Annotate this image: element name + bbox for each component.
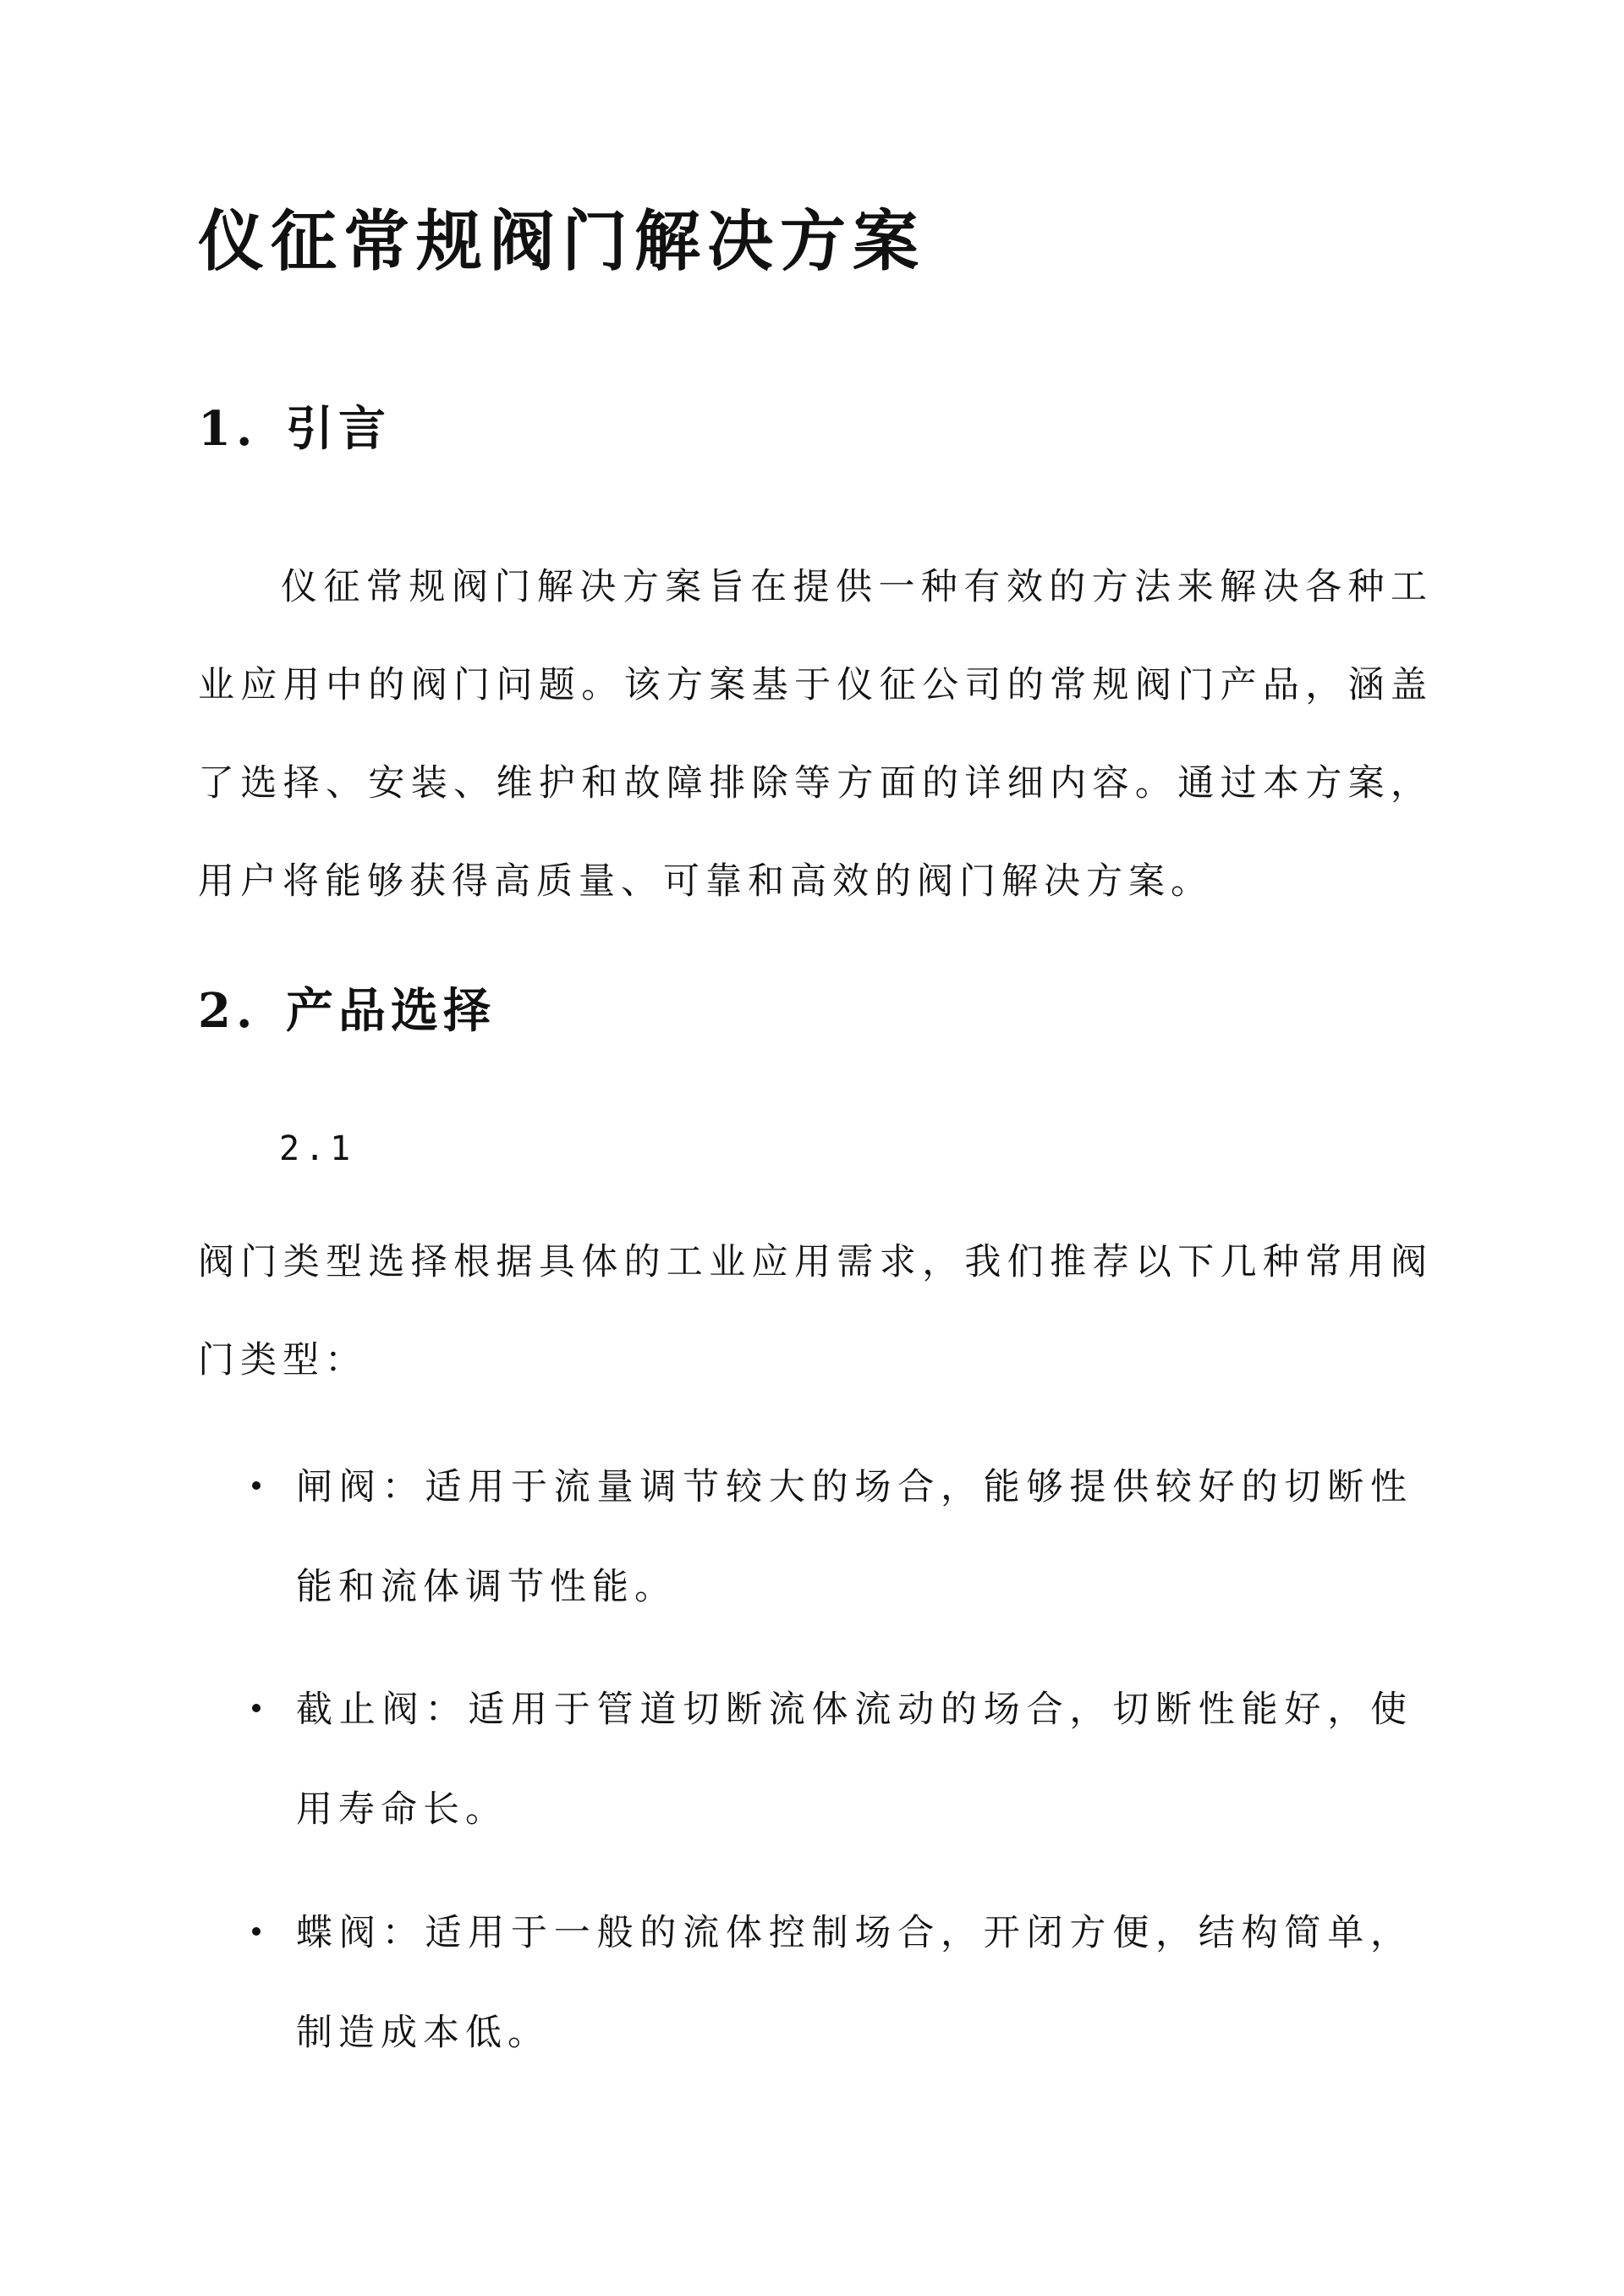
valve-types-paragraph: 阀门类型选择根据具体的工业应用需求，我们推荐以下几种常用阀门类型： xyxy=(198,1241,1433,1381)
section-number: 1. xyxy=(198,401,258,457)
introduction-paragraph: 仪征常规阀门解决方案旨在提供一种有效的方法来解决各种工业应用中的阀门问题。该方案基于仪征公司的常规阀门产品，涵盖了选择、安装、维护和故障排除等方面的详细内容。通过本方案，用户将能够获得高质量、可靠和高效的阀门解决方案。 xyxy=(198,566,1433,903)
section-title: 产品选择 xyxy=(286,983,496,1039)
section-heading-introduction xyxy=(198,395,391,463)
list-item-butterfly-valve xyxy=(296,1883,1413,2083)
bullet-dot-icon xyxy=(252,1927,261,1936)
list-item-gate-valve xyxy=(296,1437,1413,1637)
list-item-globe-valve xyxy=(296,1660,1413,1859)
list-item-text: 蝶阀：适用于一般的流体控制场合，开闭方便，结构简单，制造成本低。 xyxy=(296,1912,1413,2054)
bullet-dot-icon xyxy=(252,1481,261,1490)
bullet-dot-icon xyxy=(252,1704,261,1712)
subsection-number: 2.1 xyxy=(279,1129,356,1168)
document-title: 仪征常规阀门解决方案 xyxy=(198,203,926,280)
list-item-text: 截止阀：适用于管道切断流体流动的场合，切断性能好，使用寿命长。 xyxy=(296,1689,1413,1831)
section-title: 引言 xyxy=(286,401,391,457)
list-item-text: 闸阀：适用于流量调节较大的场合，能够提供较好的切断性能和流体调节性能。 xyxy=(296,1466,1413,1608)
section-number: 2. xyxy=(198,983,258,1039)
section-heading-product-selection xyxy=(198,977,496,1045)
